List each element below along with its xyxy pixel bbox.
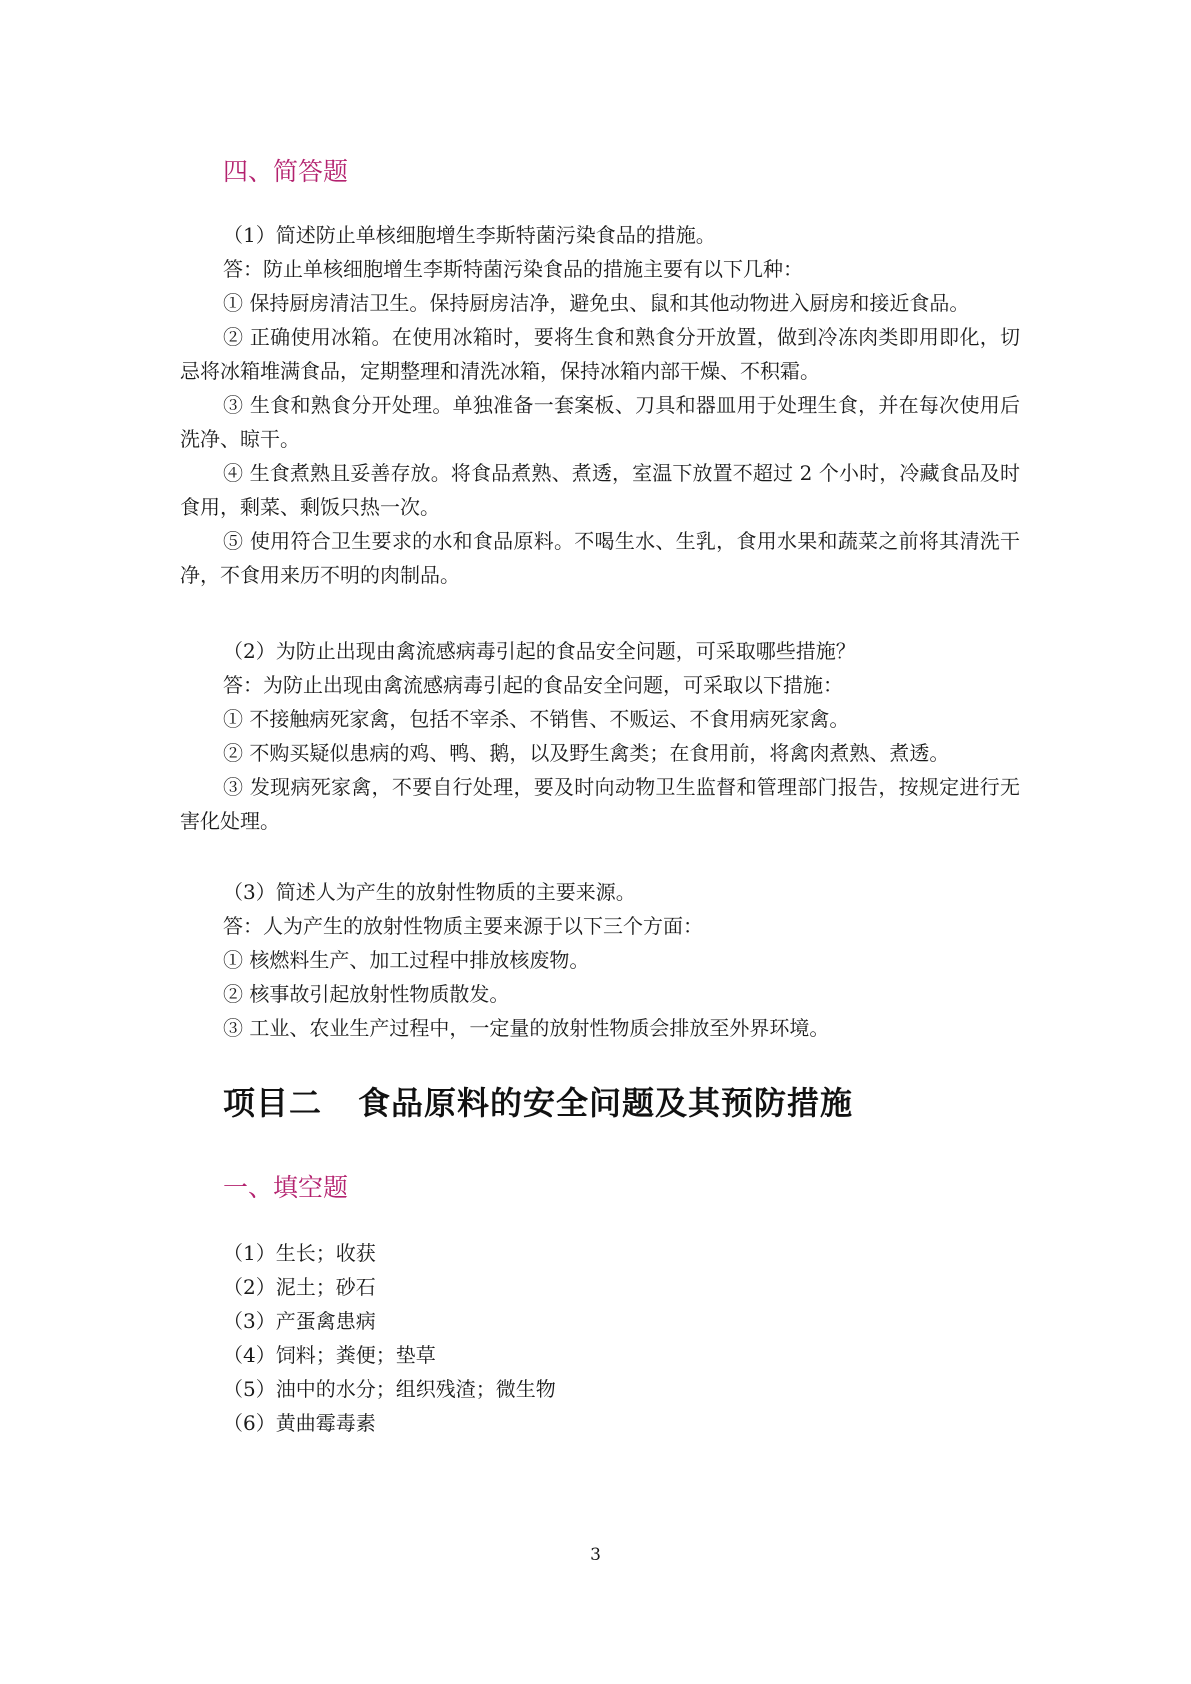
section-heading-short-answer: 四、简答题 [223, 157, 349, 186]
project-title [223, 1078, 853, 1124]
fill-answer: （6）黄曲霉毒素 [223, 1411, 376, 1435]
answer-item: ① 保持厨房清洁卫生。保持厨房洁净，避免虫、鼠和其他动物进入厨房和接近食品。 [223, 291, 970, 315]
answer-intro: 答：人为产生的放射性物质主要来源于以下三个方面： [223, 914, 703, 938]
question-text: （3）简述人为产生的放射性物质的主要来源。 [223, 880, 636, 904]
answer-intro: 答：防止单核细胞增生李斯特菌污染食品的措施主要有以下几种： [223, 257, 803, 281]
fill-answer: （3）产蛋禽患病 [223, 1309, 376, 1333]
question-block-3 [180, 875, 1020, 1045]
fill-answer: （2）泥土；砂石 [223, 1275, 376, 1299]
question-text: （2）为防止出现由禽流感病毒引起的食品安全问题，可采取哪些措施？ [223, 639, 856, 663]
answer-item: ③ 工业、农业生产过程中，一定量的放射性物质会排放至外界环境。 [223, 1016, 830, 1040]
answer-item: ② 不购买疑似患病的鸡、鸭、鹅，以及野生禽类；在食用前，将禽肉煮熟、煮透。 [223, 741, 950, 765]
question-block-2 [180, 634, 1020, 838]
project-label: 项目二 [223, 1084, 323, 1122]
fill-answer: （5）油中的水分；组织残渣；微生物 [223, 1377, 556, 1401]
fill-answer: （1）生长；收获 [223, 1241, 376, 1265]
fill-blank-answers [180, 1236, 1020, 1440]
answer-item: ③ 生食和熟食分开处理。单独准备一套案板、刀具和器皿用于处理生食，并在每次使用后洗净、晾干。 [180, 393, 1020, 451]
question-text: （1）简述防止单核细胞增生李斯特菌污染食品的措施。 [223, 223, 716, 247]
section-heading-fill-blank: 一、填空题 [223, 1173, 349, 1202]
answer-item: ① 核燃料生产、加工过程中排放核废物。 [223, 948, 590, 972]
answer-item: ③ 发现病死家禽，不要自行处理，要及时向动物卫生监督和管理部门报告，按规定进行无害化处理。 [180, 775, 1020, 833]
answer-item: ② 核事故引起放射性物质散发。 [223, 982, 510, 1006]
question-block-1 [180, 218, 1020, 592]
answer-item: ④ 生食煮熟且妥善存放。将食品煮熟、煮透，室温下放置不超过 2 个小时，冷藏食品及时食用，剩菜、剩饭只热一次。 [180, 461, 1020, 519]
answer-item: ① 不接触病死家禽，包括不宰杀、不销售、不贩运、不食用病死家禽。 [223, 707, 850, 731]
answer-intro: 答：为防止出现由禽流感病毒引起的食品安全问题，可采取以下措施： [223, 673, 843, 697]
page-number: 3 [590, 1545, 601, 1565]
answer-item: ⑤ 使用符合卫生要求的水和食品原料。不喝生水、生乳，食用水果和蔬菜之前将其清洗干净，不食用来历不明的肉制品。 [180, 529, 1020, 587]
fill-answer: （4）饲料；粪便；垫草 [223, 1343, 436, 1367]
project-name: 食品原料的安全问题及其预防措施 [358, 1084, 854, 1122]
answer-item: ② 正确使用冰箱。在使用冰箱时，要将生食和熟食分开放置，做到冷冻肉类即用即化，切忌将冰箱堆满食品，定期整理和清洗冰箱，保持冰箱内部干燥、不积霜。 [180, 325, 1020, 383]
